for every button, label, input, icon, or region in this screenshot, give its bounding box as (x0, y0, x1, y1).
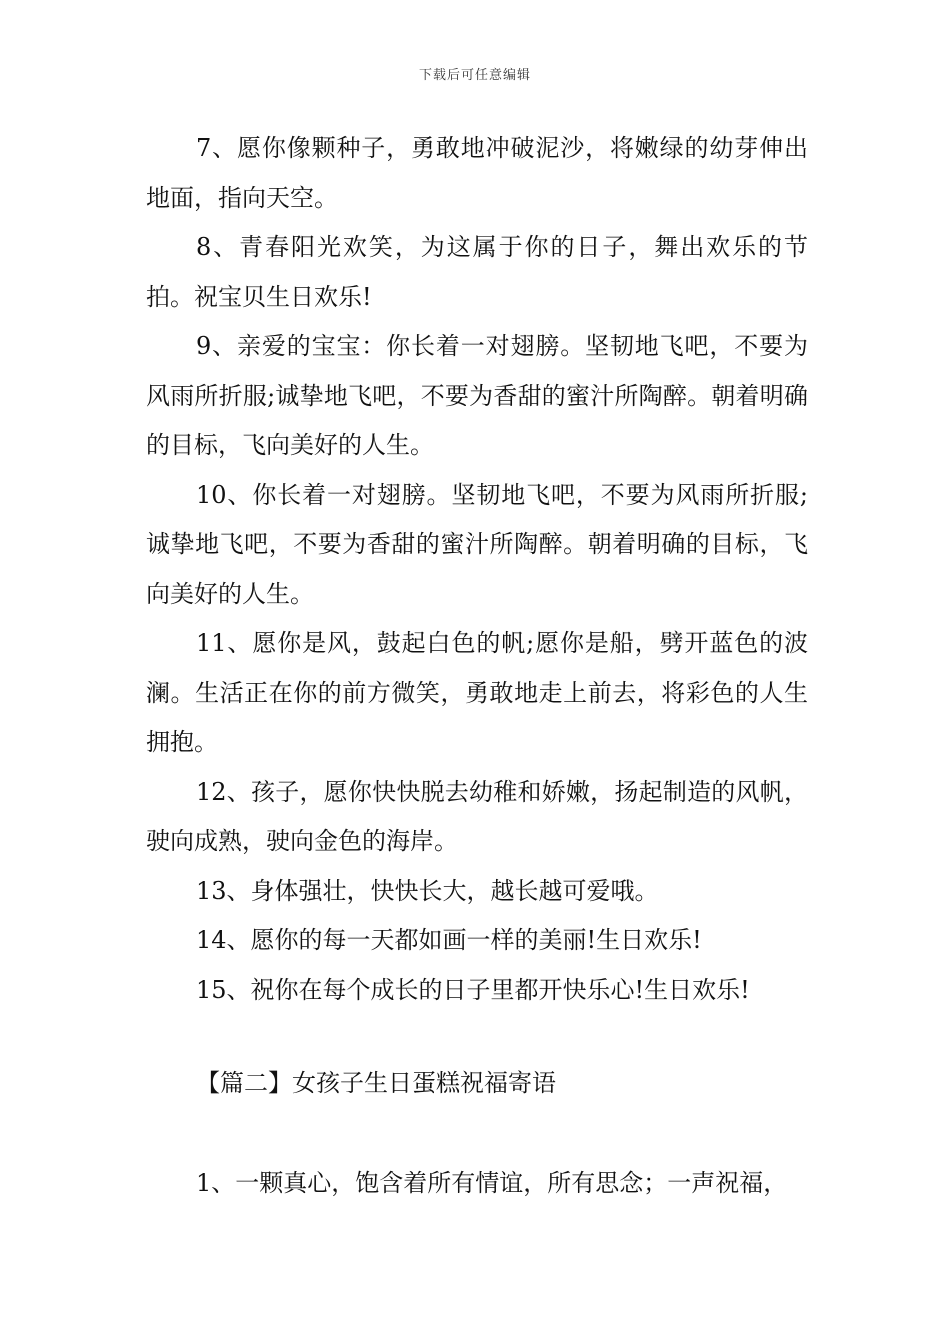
section-paragraph-1: 1、一颗真心，饱含着所有情谊，所有思念；一声祝福， (196, 1168, 788, 1197)
paragraph-14: 14、愿你的每一天都如画一样的美丽!生日欢乐! (196, 926, 702, 954)
paragraph-11: 11、愿你是风，鼓起白色的帆;愿你是船，劈开蓝色的波澜。生活正在你的前方微笑，勇敢地走上前去，将彩色的人生拥抱。 (146, 629, 808, 756)
paragraph-9: 9、亲爱的宝宝：你长着一对翅膀。坚韧地飞吧，不要为风雨所折服;诚挚地飞吧，不要为香甜的蜜汁所陶醉。朝着明确的目标，飞向美好的人生。 (146, 332, 808, 459)
section-title: 【篇二】女孩子生日蛋糕祝福寄语 (196, 1069, 556, 1097)
paragraph-15: 15、祝你在每个成长的日子里都开快乐心!生日欢乐! (196, 975, 750, 1004)
paragraph-8: 8、青春阳光欢笑，为这属于你的日子，舞出欢乐的节拍。祝宝贝生日欢乐! (146, 233, 808, 311)
page-header: 下载后可任意编辑 (418, 68, 531, 83)
paragraph-12: 12、孩子，愿你快快脱去幼稚和娇嫩，扬起制造的风帆，驶向成熟，驶向金色的海岸。 (146, 777, 808, 855)
document-body (146, 124, 808, 1208)
paragraph-7: 7、愿你像颗种子，勇敢地冲破泥沙，将嫩绿的幼芽伸出地面，指向天空。 (146, 134, 808, 212)
paragraph-10: 10、你长着一对翅膀。坚韧地飞吧，不要为风雨所折服;诚挚地飞吧，不要为香甜的蜜汁所陶醉。朝着明确的目标，飞向美好的人生。 (146, 480, 808, 608)
section-spacer (146, 1109, 808, 1159)
paragraph-13: 13、身体强壮，快快长大，越长越可爱哦。 (196, 876, 659, 905)
